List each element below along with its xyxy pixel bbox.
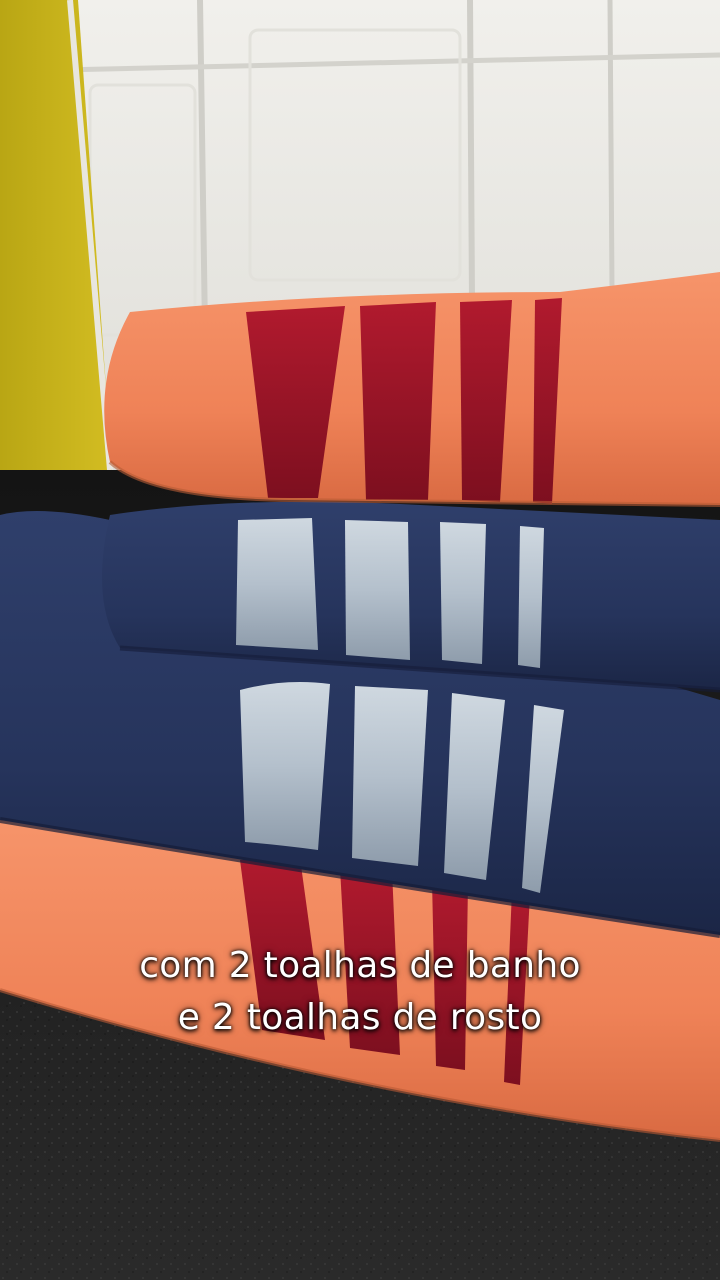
video-caption — [0, 940, 720, 1044]
top-orange-towel — [104, 272, 720, 505]
caption-line-1: com 2 toalhas de banho — [139, 945, 581, 986]
caption-line-2: e 2 toalhas de rosto — [177, 997, 543, 1038]
